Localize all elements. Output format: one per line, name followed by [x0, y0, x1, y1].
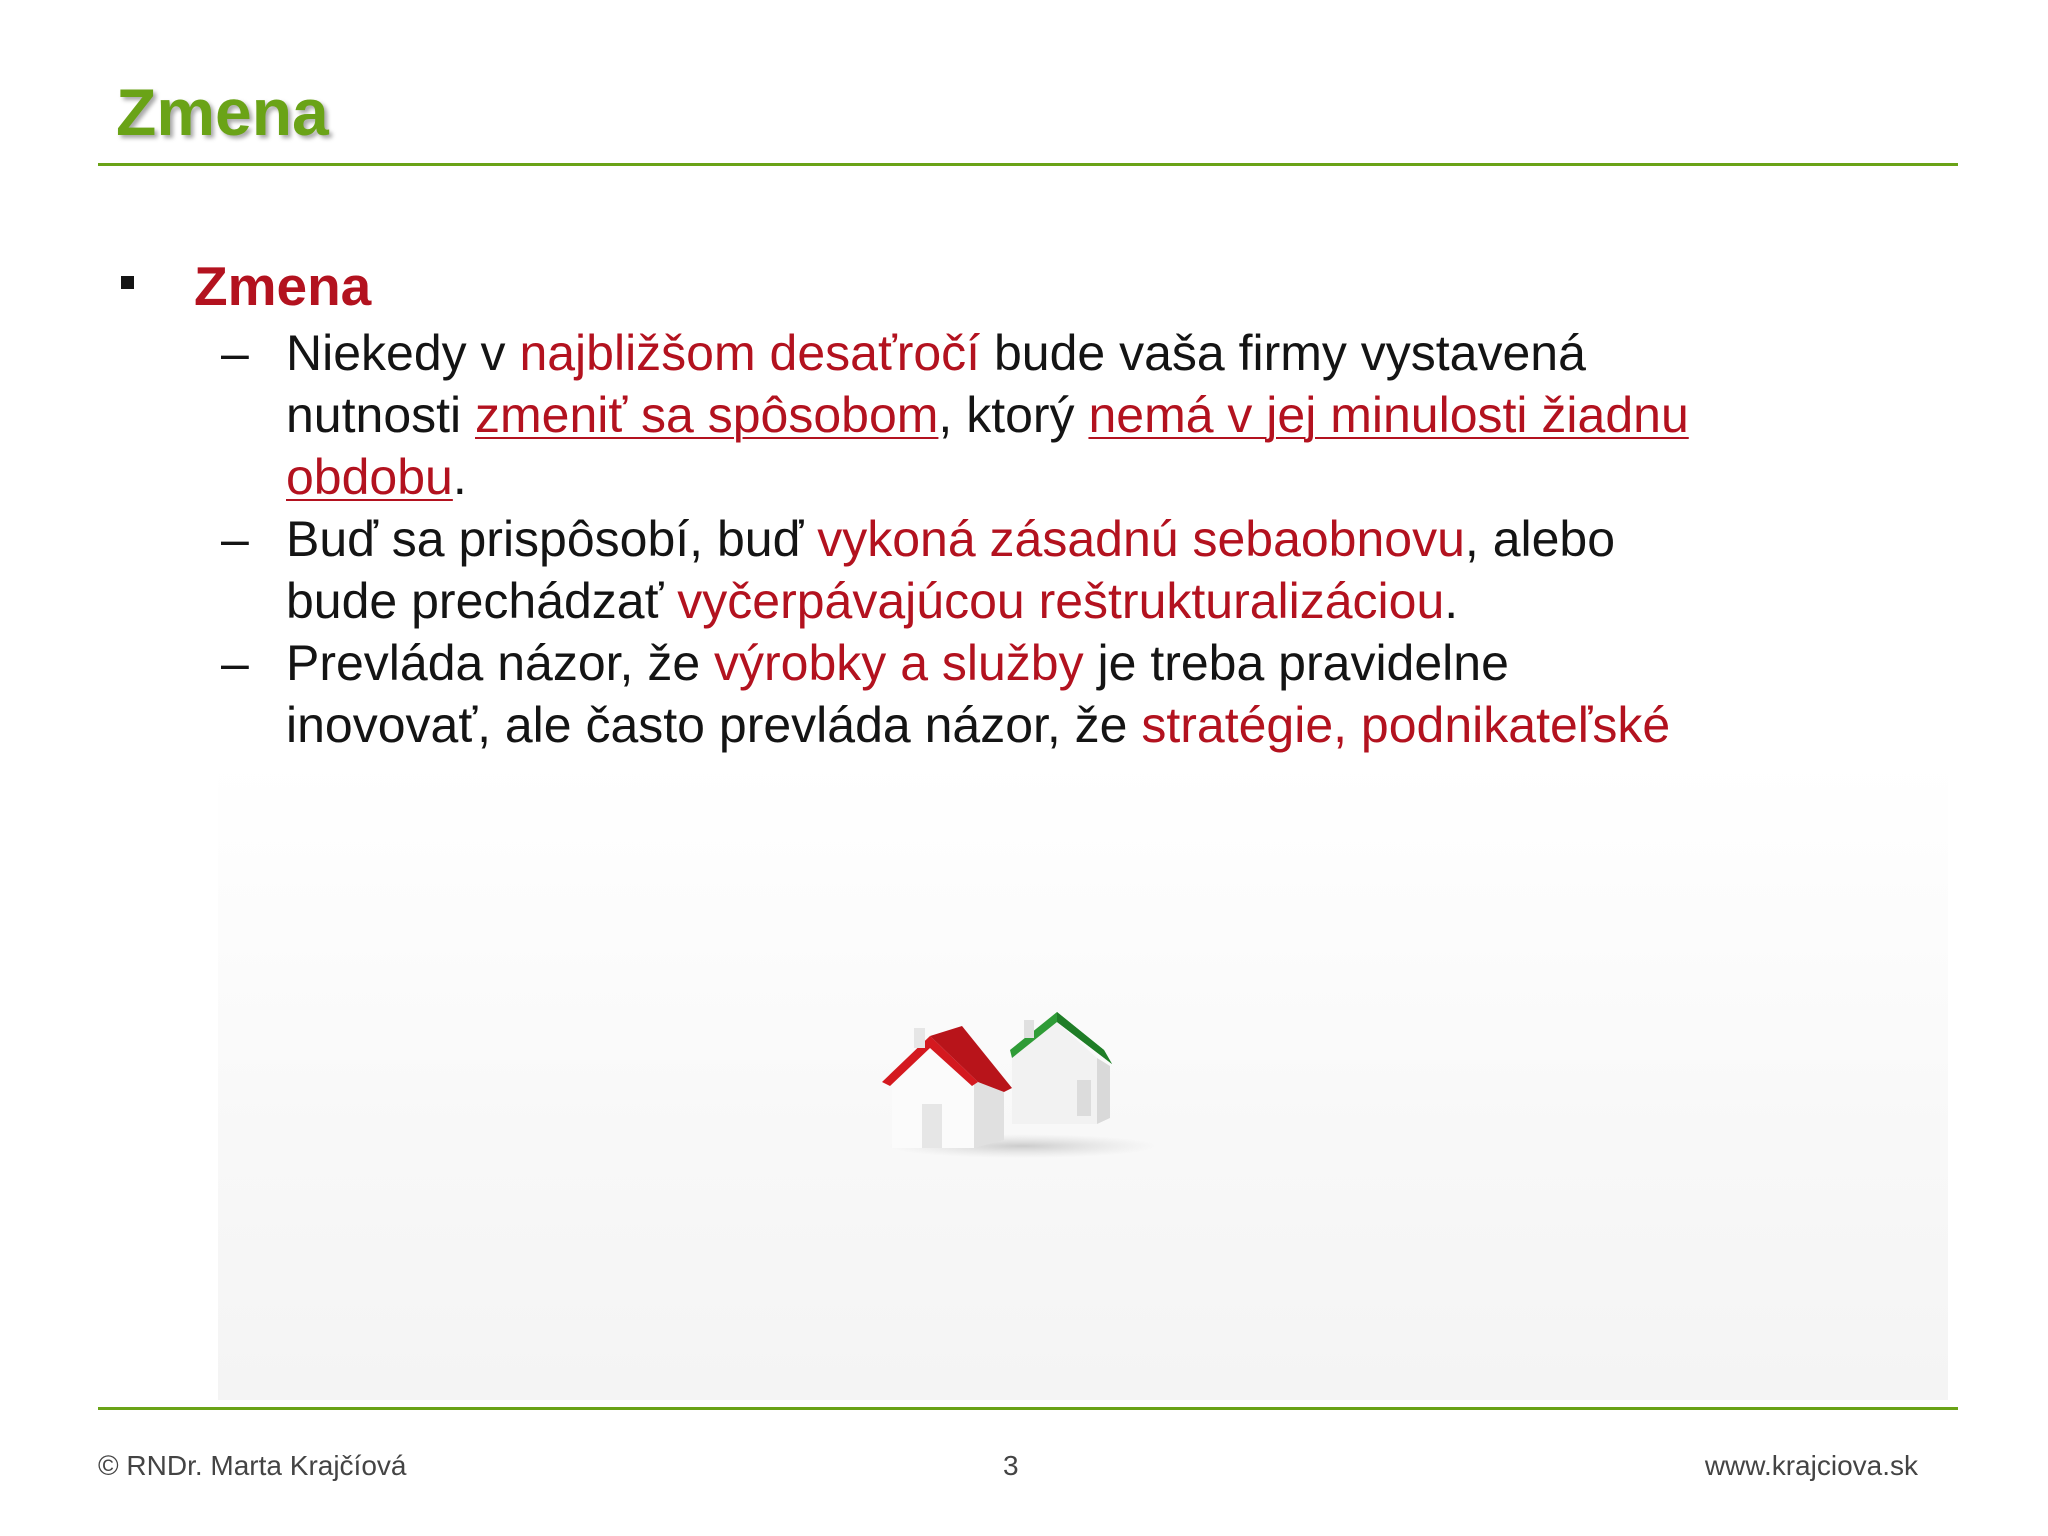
dash-bullet: – [221, 325, 249, 381]
footer-author: © RNDr. Marta Krajčíová [98, 1450, 407, 1481]
title-divider [98, 163, 1958, 166]
two-houses-icon [872, 1000, 1172, 1160]
red-house-icon [882, 1026, 1012, 1148]
underlined-highlighted-text: nemá v jej minulosti žiadnu obdobu [286, 387, 1689, 505]
bullet-text: je treba pravidelne inovovať, ale často prevláda názor, že [286, 635, 1509, 753]
highlighted-text: výrobky a služby [714, 635, 1084, 691]
bullet-text: Buď sa prispôsobí, buď [286, 511, 818, 567]
main-heading: Zmena [194, 255, 372, 317]
highlighted-text: vyčerpávajúcou reštrukturalizáciou [677, 573, 1445, 629]
bullet-text: . [452, 449, 467, 505]
sub-bullet-item [0, 322, 1720, 508]
dash-bullet: – [221, 635, 249, 691]
footer-divider [98, 1407, 1958, 1410]
slide-title: Zmena [116, 75, 329, 149]
highlighted-text: vykoná zásadnú sebaobnovu [817, 511, 1465, 567]
bullet-text: Niekedy v [286, 325, 520, 381]
highlighted-text: najbližšom desaťročí [519, 325, 981, 381]
footer-website: www.krajciova.sk [1704, 1450, 1918, 1481]
sub-bullet-item [0, 508, 1720, 632]
bullet-text: Prevláda názor, že [286, 635, 715, 691]
bullet-text: bude vaša firmy vystavená nutnosti [286, 325, 1586, 443]
dash-bullet: – [221, 511, 249, 567]
underlined-highlighted-text: zmeniť sa spôsobom [475, 387, 939, 443]
highlighted-text: stratégie, podnikateľské [1141, 697, 1671, 753]
square-bullet-icon [121, 276, 134, 289]
sub-bullet-list [0, 322, 1720, 818]
footer-page-number: 3 [1003, 1450, 1019, 1481]
bullet-text: , ktorý [938, 387, 1089, 443]
bullet-text: , alebo bude prechádzať [286, 511, 1616, 629]
green-house-icon [1010, 1012, 1112, 1124]
bullet-text: . [1444, 573, 1459, 629]
